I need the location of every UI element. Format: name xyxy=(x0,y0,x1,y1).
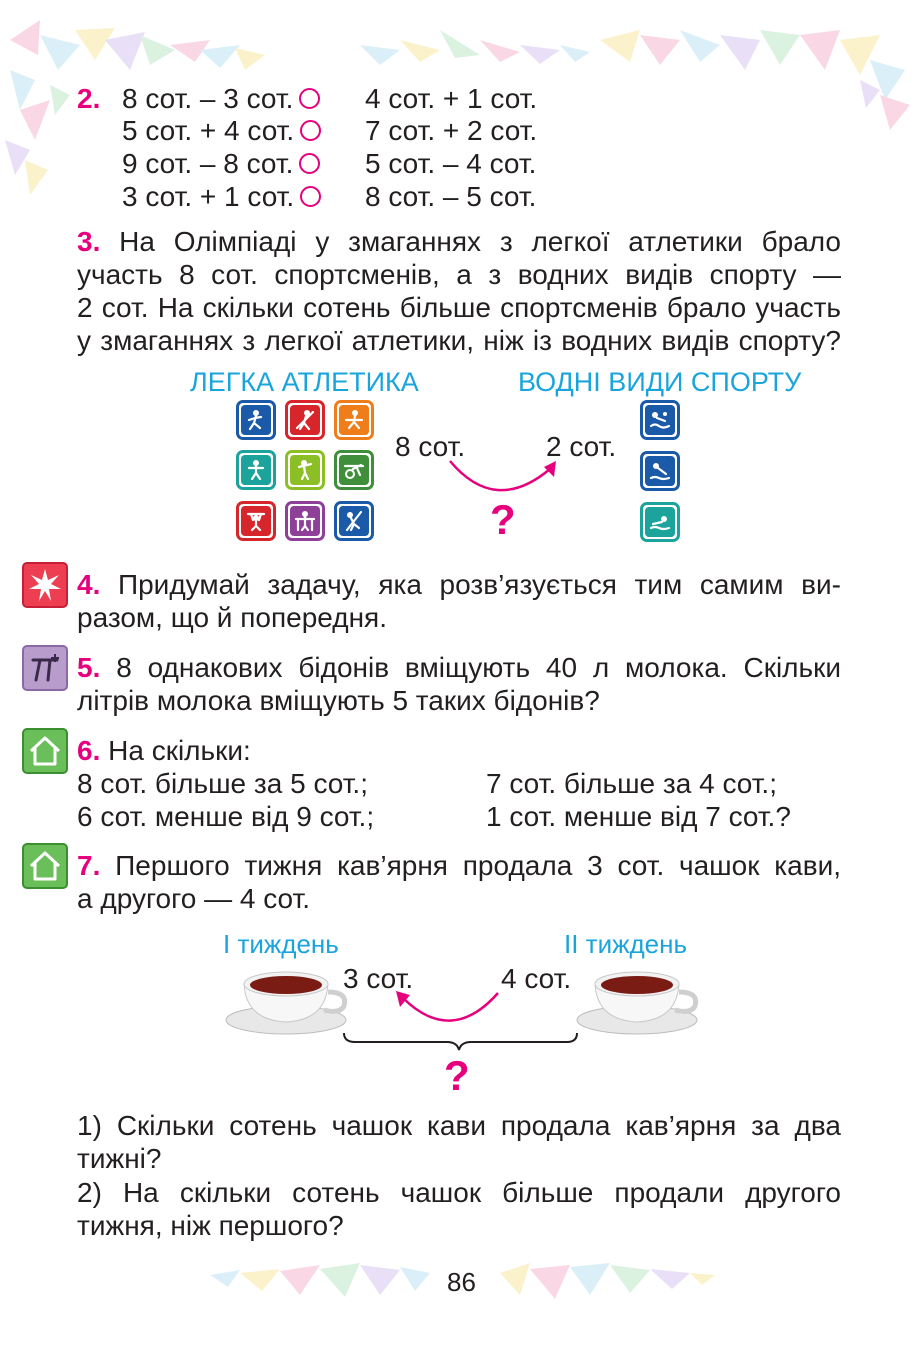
task-2-number: 2. xyxy=(77,83,101,114)
task-4-number: 4. xyxy=(77,569,101,600)
task-6-item: 6 сот. менше від 9 сот.; xyxy=(77,801,375,832)
comparison-circle-icon[interactable] xyxy=(299,88,320,109)
coffee-cup-icon xyxy=(222,958,352,1038)
task-7-text-line: а другого — 4 сот. xyxy=(77,883,310,914)
task-7-question-2: 2) На скільки сотень чашок більше продали другого xyxy=(77,1177,841,1208)
task-3-text-line: участь 8 сот. спортсменів, а з водних видів спорту — xyxy=(77,259,841,290)
task-5-number: 5. xyxy=(77,652,101,683)
comparison-left: 9 сот. – 8 сот. xyxy=(122,148,294,179)
task-7-text-line: 7. Першого тижня кав’ярня продала 3 сот. чашок кави, xyxy=(77,850,841,881)
star-burst-icon xyxy=(22,562,68,608)
task-7-question-1: тижні? xyxy=(77,1143,162,1174)
athletics-icon xyxy=(285,450,325,490)
week-1-value: 3 сот. xyxy=(343,963,414,994)
comparison-left: 5 сот. + 4 сот. xyxy=(122,115,295,146)
comparison-circle-icon[interactable] xyxy=(299,153,320,174)
pi-icon xyxy=(22,645,68,691)
athletics-icon xyxy=(236,450,276,490)
week-2-label: ІІ тиждень xyxy=(564,929,688,959)
water-sports-value: 2 сот. xyxy=(546,431,617,462)
task-6-intro: 6. На скільки: xyxy=(77,735,251,766)
comparison-row xyxy=(122,82,538,115)
athletics-icon xyxy=(236,501,276,541)
task-7-question-2: тижня, ніж першого? xyxy=(77,1210,344,1241)
comparison-right: 4 сот. + 1 сот. xyxy=(365,83,538,114)
task-5-text-line: літрів молока вміщують 5 таких бідонів? xyxy=(77,685,600,716)
comparison-row xyxy=(122,147,537,180)
swimming-icon xyxy=(640,400,680,440)
home-icon xyxy=(22,728,68,774)
question-mark: ? xyxy=(490,496,516,543)
question-mark: ? xyxy=(444,1052,470,1099)
task-3-text-line: 2 сот. На скільки сотень більше спортсменів брало участь xyxy=(77,292,841,323)
task-6-item: 8 сот. більше за 5 сот.; xyxy=(77,768,368,799)
athletics-icon xyxy=(285,400,325,440)
task-6-number: 6. xyxy=(77,735,101,766)
comparison-circle-icon[interactable] xyxy=(300,120,321,141)
athletics-value: 8 сот. xyxy=(395,431,466,462)
comparison-circle-icon[interactable] xyxy=(300,186,321,207)
athletics-icon xyxy=(285,501,325,541)
comparison-right: 7 сот. + 2 сот. xyxy=(365,115,538,146)
task-7-question-1: 1) Скільки сотень чашок кави продала кав’ярня за два xyxy=(77,1110,841,1141)
coffee-cup-icon xyxy=(573,958,703,1038)
comparison-right: 5 сот. – 4 сот. xyxy=(365,148,537,179)
comparison-right: 8 сот. – 5 сот. xyxy=(365,181,537,212)
athletics-icon xyxy=(236,400,276,440)
water-sports-label: ВОДНІ ВИДИ СПОРТУ xyxy=(518,367,802,397)
comparison-arrow-icon xyxy=(392,985,512,1035)
comparison-row xyxy=(122,180,537,213)
comparison-row xyxy=(122,114,538,147)
athletics-label: ЛЕГКА АТЛЕТИКА xyxy=(190,367,419,397)
athletics-icon xyxy=(334,400,374,440)
page-number: 86 xyxy=(447,1267,476,1297)
task-7-number: 7. xyxy=(77,850,101,881)
task-3-text-line: 3. На Олімпіаді у змаганнях з легкої атлетики брало xyxy=(77,226,841,257)
task-4-text-line: 4. Придумай задачу, яка розв’язується тим самим ви- xyxy=(77,569,841,600)
task-6-item: 7 сот. більше за 4 сот.; xyxy=(486,768,777,799)
comparison-left: 8 сот. – 3 сот. xyxy=(122,83,294,114)
athletics-icon xyxy=(334,501,374,541)
swimming-icon xyxy=(640,502,680,542)
comparison-left: 3 сот. + 1 сот. xyxy=(122,181,295,212)
athletics-icon xyxy=(334,450,374,490)
task-5-text-line: 5. 8 однакових бідонів вміщують 40 л молока. Скільки xyxy=(77,652,842,683)
task-3-number: 3. xyxy=(77,226,101,257)
week-1-label: І тиждень xyxy=(223,929,339,959)
home-icon xyxy=(22,843,68,889)
task-6-item: 1 сот. менше від 7 сот.? xyxy=(486,801,791,832)
task-3-text-line: у змаганнях з легкої атлетики, ніж із водних видів спорту? xyxy=(77,325,841,356)
diving-icon xyxy=(640,451,680,491)
week-2-value: 4 сот. xyxy=(501,963,572,994)
task-4-text-line: разом, що й попередня. xyxy=(77,602,387,633)
